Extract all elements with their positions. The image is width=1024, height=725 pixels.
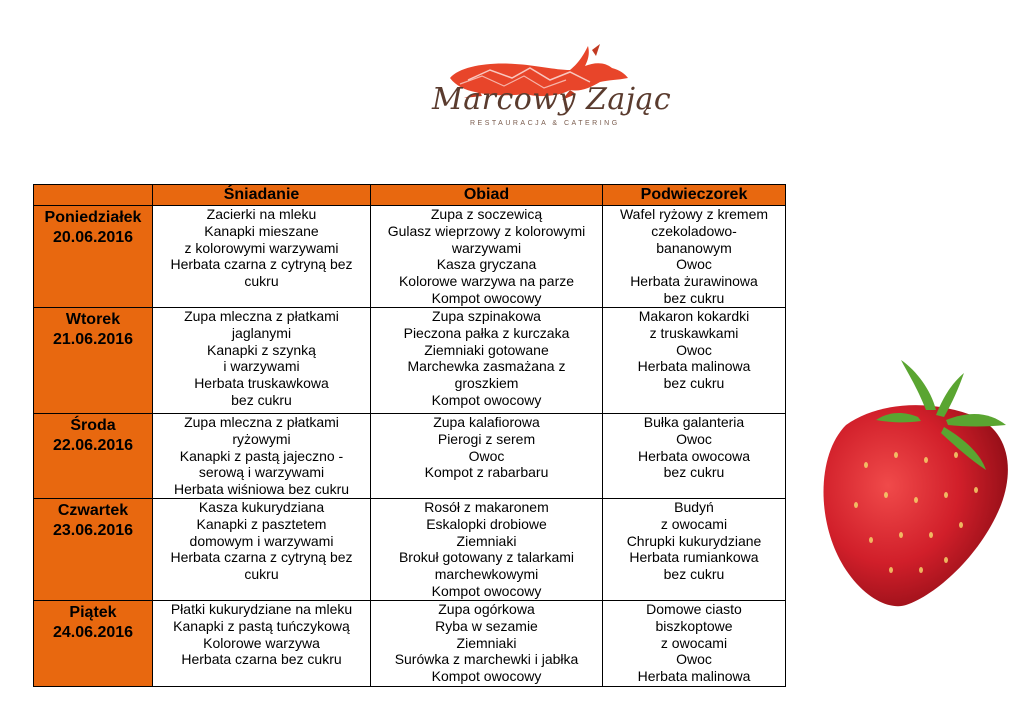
meal-item: Makaron kokardki xyxy=(638,308,750,324)
day-cell xyxy=(34,498,153,600)
meal-item: Kanapki z szynką xyxy=(207,341,316,358)
day-name: Środa xyxy=(70,417,116,434)
meal-item: cukru xyxy=(244,566,279,583)
meal-item: bez cukru xyxy=(663,375,725,392)
meal-item: Kolorowe warzywa xyxy=(203,634,320,651)
obiad-cell xyxy=(371,498,603,600)
obiad-cell xyxy=(371,308,603,414)
meal-item: Płatki kukurydziane na mleku xyxy=(170,600,353,617)
day-cell xyxy=(34,600,153,686)
meal-item: ryżowymi xyxy=(232,430,291,447)
podwieczorek-cell xyxy=(603,308,786,414)
meal-item: Ziemniaki gotowane xyxy=(424,341,549,358)
meal-item: serową i warzywami xyxy=(198,464,325,481)
logo-wordmark: Marcowy Zając xyxy=(432,82,672,117)
meal-item: Kompot owocowy xyxy=(431,582,542,599)
meal-item: Kasza gryczana xyxy=(436,256,537,273)
table-row xyxy=(34,498,786,600)
day-name: Poniedziałek xyxy=(44,209,142,226)
day-cell xyxy=(34,414,153,499)
sniadanie-cell xyxy=(153,498,371,600)
restaurant-logo xyxy=(420,40,672,140)
meal-item: bananowym xyxy=(656,239,732,256)
meal-item: Zupa mleczna z płatkami xyxy=(184,414,339,430)
meal-item: Kompot owocowy xyxy=(431,668,542,685)
meal-item: Wafel ryżowy z kremem xyxy=(619,206,769,222)
table-row xyxy=(34,414,786,499)
meal-item: Herbata czarna z cytryną bez xyxy=(170,256,353,273)
table-row xyxy=(34,308,786,414)
meal-item: cukru xyxy=(244,273,279,290)
meal-item: bez cukru xyxy=(663,566,725,583)
sniadanie-cell xyxy=(153,206,371,308)
meal-item: Herbata malinowa xyxy=(637,668,751,685)
meal-item: Zupa z soczewicą xyxy=(430,206,543,222)
meal-item: Herbata malinowa xyxy=(637,358,751,375)
meal-item: bez cukru xyxy=(663,289,725,306)
header-day xyxy=(34,185,153,206)
meal-item: Marchewka zasmażana z xyxy=(407,358,566,375)
meal-item: Brokuł gotowany z talarkami xyxy=(398,549,575,566)
meal-item: Owoc xyxy=(676,651,712,668)
meal-item: Domowe ciasto xyxy=(646,600,742,617)
header-sniadanie: Śniadanie xyxy=(153,185,371,206)
day-cell xyxy=(34,206,153,308)
meal-item: Bułka galanteria xyxy=(643,414,745,430)
meal-item: Owoc xyxy=(676,256,712,273)
table-row xyxy=(34,206,786,308)
day-date: 24.06.2016 xyxy=(52,623,134,641)
meal-item: Kasza kukurydziana xyxy=(198,498,325,515)
day-date: 23.06.2016 xyxy=(52,521,134,539)
meal-item: Ryba w sezamie xyxy=(435,617,538,634)
meal-item: Gulasz wieprzowy z kolorowymi xyxy=(387,222,586,239)
meal-item: Owoc xyxy=(676,341,712,358)
podwieczorek-cell xyxy=(603,600,786,686)
meal-item: Ziemniaki xyxy=(456,634,517,651)
header-podwieczorek: Podwieczorek xyxy=(603,185,786,206)
header-obiad: Obiad xyxy=(371,185,603,206)
day-date: 20.06.2016 xyxy=(52,229,134,246)
meal-item: bez cukru xyxy=(663,464,725,481)
sniadanie-cell xyxy=(153,308,371,414)
meal-item: Herbata rumiankowa xyxy=(629,549,759,566)
podwieczorek-cell xyxy=(603,206,786,308)
meal-item: Owoc xyxy=(676,430,712,447)
table-row xyxy=(34,600,786,686)
meal-item: Kompot z rabarbaru xyxy=(424,464,549,481)
meal-item: Zupa mleczna z płatkami xyxy=(184,308,339,324)
day-name: Wtorek xyxy=(65,311,121,328)
meal-item: Zacierki na mleku xyxy=(206,206,317,222)
meal-item: Herbata czarna bez cukru xyxy=(181,651,342,668)
meal-item: Herbata żurawinowa xyxy=(630,273,758,290)
podwieczorek-cell xyxy=(603,498,786,600)
meal-item: z owocami xyxy=(660,634,728,651)
meal-item: Herbata czarna z cytryną bez xyxy=(170,549,353,566)
obiad-cell xyxy=(371,600,603,686)
meal-item: Kompot owocowy xyxy=(431,289,542,306)
meal-item: z owocami xyxy=(660,515,728,532)
meal-item: Kanapki mieszane xyxy=(204,222,319,239)
meal-item: Zupa kalafiorowa xyxy=(433,414,540,430)
day-name: Piątek xyxy=(69,603,117,621)
meal-item: i warzywami xyxy=(223,358,300,375)
podwieczorek-cell xyxy=(603,414,786,499)
meal-item: biszkoptowe xyxy=(655,617,733,634)
meal-item: Herbata wiśniowa bez cukru xyxy=(173,481,350,498)
meal-item: z truskawkami xyxy=(649,324,739,341)
meal-item: Pieczona pałka z kurczaka xyxy=(403,324,570,341)
meal-item: marchewkowymi xyxy=(434,566,539,583)
meal-item: Ziemniaki xyxy=(456,532,517,549)
obiad-cell xyxy=(371,206,603,308)
meal-item: groszkiem xyxy=(454,375,519,392)
meal-item: Kanapki z pastą jajeczno - xyxy=(179,447,344,464)
meal-item: Budyń xyxy=(674,498,714,515)
meal-item: Herbata owocowa xyxy=(637,447,751,464)
meal-item: warzywami xyxy=(451,239,522,256)
meal-item: jaglanymi xyxy=(231,324,292,341)
meal-item: Kompot owocowy xyxy=(431,391,542,408)
logo-tagline: RESTAURACJA & CATERING xyxy=(470,120,620,127)
meal-item: Zupa szpinakowa xyxy=(432,308,541,324)
day-cell xyxy=(34,308,153,414)
meal-item: czekoladowo- xyxy=(651,222,737,239)
meal-item: Kanapki z pasztetem xyxy=(196,515,327,532)
day-date: 21.06.2016 xyxy=(52,331,134,348)
sniadanie-cell xyxy=(153,600,371,686)
meal-item: Kolorowe warzywa na parze xyxy=(398,273,575,290)
meal-item: Chrupki kukurydziane xyxy=(626,532,762,549)
meal-item: domowym i warzywami xyxy=(189,532,334,549)
day-date: 22.06.2016 xyxy=(52,437,134,454)
meal-item: Pierogi z serem xyxy=(437,430,536,447)
obiad-cell xyxy=(371,414,603,499)
strawberry-image xyxy=(806,355,1016,615)
meal-item: Kanapki z pastą tuńczykową xyxy=(173,617,350,634)
menu-table xyxy=(33,184,786,687)
day-name: Czwartek xyxy=(57,501,129,519)
meal-item: bez cukru xyxy=(231,391,292,408)
meal-item: Herbata truskawkowa xyxy=(194,375,329,392)
table-header-row xyxy=(34,185,786,206)
sniadanie-cell xyxy=(153,414,371,499)
meal-item: Rosół z makaronem xyxy=(424,498,549,515)
meal-item: Surówka z marchewki i jabłka xyxy=(394,651,579,668)
meal-item: Eskalopki drobiowe xyxy=(426,515,547,532)
meal-item: Zupa ogórkowa xyxy=(438,600,535,617)
meal-item: z kolorowymi warzywami xyxy=(184,239,339,256)
meal-item: Owoc xyxy=(468,447,505,464)
